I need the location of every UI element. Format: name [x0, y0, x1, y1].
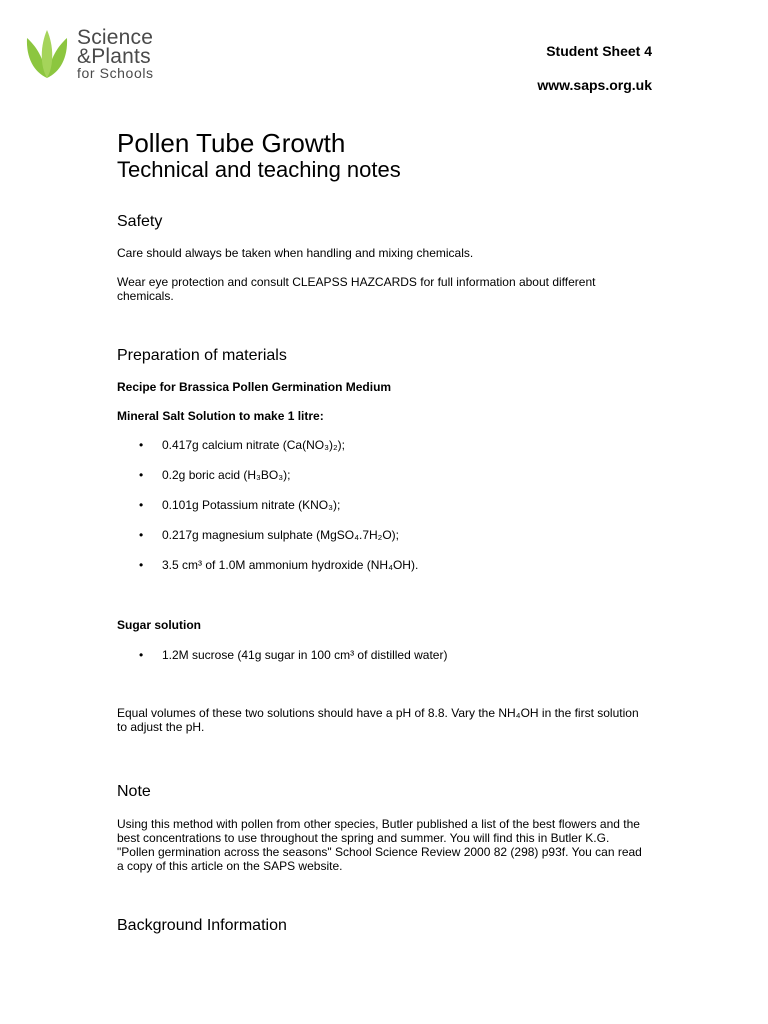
list-item: • 1.2M sucrose (41g sugar in 100 cm³ of distilled water) — [117, 648, 647, 662]
saps-logo — [24, 28, 174, 84]
note-heading: Note — [117, 783, 151, 800]
safety-paragraph-1: Care should always be taken when handling and mixing chemicals. — [117, 246, 474, 260]
list-item: • 3.5 cm³ of 1.0M ammonium hydroxide (NH₄OH). — [117, 558, 647, 572]
page-title: Pollen Tube Growth — [117, 128, 346, 158]
leaf-logo-icon — [24, 28, 70, 80]
ph-note-paragraph: Equal volumes of these two solutions should have a pH of 8.8. Vary the NH₄OH in the first solution to adjust the pH. — [117, 706, 639, 734]
logo-line-2: &Plants — [77, 45, 151, 68]
logo-line-3: for Schools — [77, 65, 154, 81]
list-item: • 0.217g magnesium sulphate (MgSO₄.7H₂O); — [117, 528, 647, 542]
mineral-salt-list — [117, 438, 647, 572]
sheet-label: Student Sheet 4 — [546, 43, 652, 59]
site-url[interactable]: www.saps.org.uk — [537, 77, 652, 93]
list-item: • 0.101g Potassium nitrate (KNO₃); — [117, 498, 647, 512]
sugar-solution-heading: Sugar solution — [117, 618, 201, 632]
mineral-solution-heading: Mineral Salt Solution to make 1 litre: — [117, 409, 324, 423]
safety-heading: Safety — [117, 213, 163, 230]
preparation-heading: Preparation of materials — [117, 347, 287, 364]
recipe-heading: Recipe for Brassica Pollen Germination Medium — [117, 380, 392, 394]
sugar-solution-list — [117, 648, 647, 662]
page-subtitle: Technical and teaching notes — [117, 157, 401, 182]
background-heading: Background Information — [117, 917, 287, 934]
list-item: • 0.417g calcium nitrate (Ca(NO₃)₂); — [117, 438, 647, 452]
logo-line-1: Science — [77, 26, 154, 49]
logo-wordmark — [77, 28, 154, 80]
list-item: • 0.2g boric acid (H₃BO₃); — [117, 468, 647, 482]
safety-paragraph-2: Wear eye protection and consult CLEAPSS HAZCARDS for full information about different chemicals. — [117, 275, 596, 303]
note-paragraph: Using this method with pollen from other species, Butler published a list of the best flowers and the best concentrations to use throughout the spring and summer. You will find this in Butler K.G. "Pollen germination across the seasons" School Science Review 2000 82 (298) p93f. You can read a copy of this article on the SAPS website. — [117, 817, 642, 873]
